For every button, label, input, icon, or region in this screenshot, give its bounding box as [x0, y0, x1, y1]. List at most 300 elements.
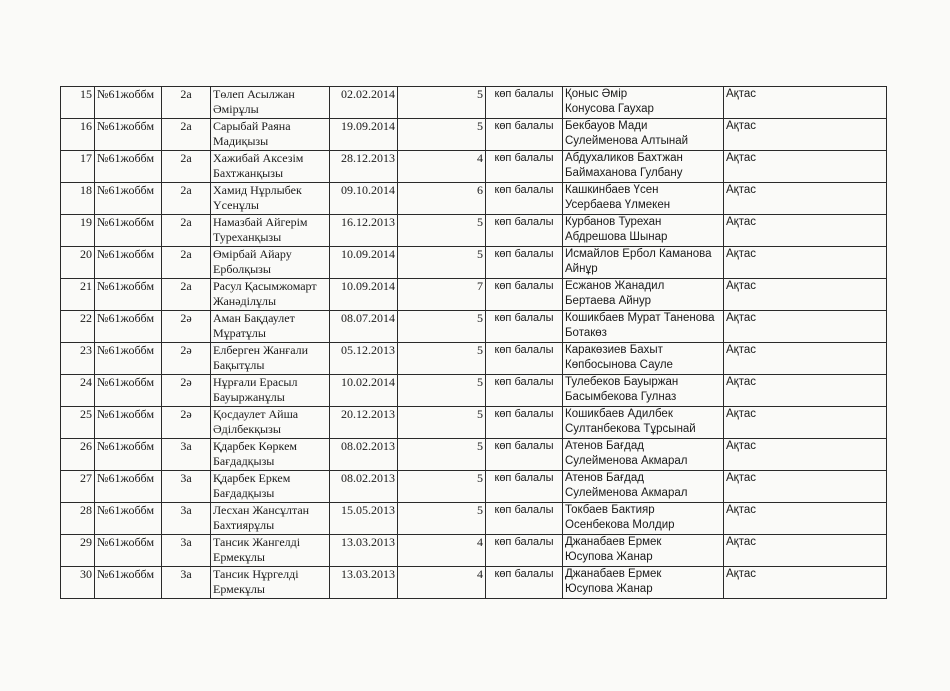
- student-name-text: Бақытұлы: [213, 358, 265, 372]
- children-count-cell: [398, 215, 486, 247]
- row-number-cell: [61, 535, 95, 567]
- row-number-cell: [61, 183, 95, 215]
- children-count-cell: [398, 535, 486, 567]
- children-count-text: 5: [477, 439, 483, 453]
- student-name-text: Ерболқызы: [213, 262, 271, 276]
- student-name-text: Мұратұлы: [213, 326, 266, 340]
- family-status-cell: [486, 375, 563, 407]
- parents-text: Сулейменова Алтынай: [565, 135, 689, 147]
- family-status-text: көп балалы: [494, 152, 554, 164]
- student-name-text: Бауыржанұлы: [213, 390, 285, 404]
- student-name-text: Қдарбек Еркем: [213, 471, 291, 485]
- birth-date-text: 10.02.2014: [341, 375, 395, 389]
- parents-cell: [563, 535, 724, 567]
- row-number-text: 27: [80, 471, 92, 485]
- student-name-cell: [211, 119, 330, 151]
- row-number-text: 22: [80, 311, 92, 325]
- student-name-cell: [211, 151, 330, 183]
- row-number-cell: [61, 567, 95, 599]
- table-row: [61, 535, 887, 567]
- class-text: 3а: [180, 535, 192, 549]
- school-text: №61жоббм: [97, 407, 155, 421]
- student-name-cell: [211, 567, 330, 599]
- birth-date-text: 10.09.2014: [341, 279, 395, 293]
- children-count-cell: [398, 151, 486, 183]
- parents-text: Есжанов Жанадил: [565, 280, 665, 292]
- student-roster-table: [60, 86, 887, 599]
- row-number-cell: [61, 471, 95, 503]
- birth-date-cell: [330, 375, 398, 407]
- class-cell: [162, 375, 211, 407]
- class-cell: [162, 183, 211, 215]
- class-text: 2а: [180, 119, 192, 133]
- school-text: №61жоббм: [97, 503, 155, 517]
- row-number-cell: [61, 503, 95, 535]
- children-count-text: 5: [477, 375, 483, 389]
- children-count-text: 5: [477, 87, 483, 101]
- class-text: 2а: [180, 183, 192, 197]
- birth-date-text: 05.12.2013: [341, 343, 395, 357]
- parents-text: Сулейменова Акмарал: [565, 455, 688, 467]
- district-cell: [724, 87, 887, 119]
- parents-text: Бекбауов Мади: [565, 120, 648, 132]
- district-cell: [724, 343, 887, 375]
- birth-date-cell: [330, 87, 398, 119]
- school-text: №61жоббм: [97, 375, 155, 389]
- student-name-text: Ермекұлы: [213, 550, 265, 564]
- parents-text: Абдрешова Шынар: [565, 231, 668, 243]
- children-count-text: 5: [477, 119, 483, 133]
- student-name-text: Мадиқызы: [213, 134, 269, 148]
- parents-text: Бертаева Айнур: [565, 295, 652, 307]
- school-cell: [95, 151, 162, 183]
- table-row: [61, 375, 887, 407]
- school-text: №61жоббм: [97, 215, 155, 229]
- parents-text: Осенбекова Молдир: [565, 519, 675, 531]
- student-name-cell: [211, 439, 330, 471]
- birth-date-cell: [330, 247, 398, 279]
- row-number-text: 18: [80, 183, 92, 197]
- row-number-text: 17: [80, 151, 92, 165]
- row-number-cell: [61, 87, 95, 119]
- birth-date-text: 19.09.2014: [341, 119, 395, 133]
- table-row: [61, 343, 887, 375]
- district-text: Ақтас: [726, 440, 756, 452]
- family-status-cell: [486, 183, 563, 215]
- birth-date-text: 15.05.2013: [341, 503, 395, 517]
- district-cell: [724, 471, 887, 503]
- family-status-text: көп балалы: [494, 120, 554, 132]
- parents-text: Джанабаев Ермек: [565, 536, 662, 548]
- birth-date-text: 20.12.2013: [341, 407, 395, 421]
- student-name-cell: [211, 279, 330, 311]
- parents-cell: [563, 439, 724, 471]
- birth-date-cell: [330, 279, 398, 311]
- family-status-text: көп балалы: [494, 248, 554, 260]
- school-text: №61жоббм: [97, 471, 155, 485]
- parents-text: Юсупова Жанар: [565, 551, 653, 563]
- class-cell: [162, 503, 211, 535]
- row-number-cell: [61, 279, 95, 311]
- table-row: [61, 311, 887, 343]
- children-count-text: 5: [477, 471, 483, 485]
- parents-text: Көпбосынова Сауле: [565, 359, 673, 371]
- children-count-cell: [398, 439, 486, 471]
- district-cell: [724, 247, 887, 279]
- student-name-cell: [211, 535, 330, 567]
- parents-cell: [563, 279, 724, 311]
- district-cell: [724, 119, 887, 151]
- class-text: 2ә: [180, 407, 192, 421]
- student-name-cell: [211, 375, 330, 407]
- family-status-cell: [486, 471, 563, 503]
- school-cell: [95, 343, 162, 375]
- parents-text: Токбаев Бактияр: [565, 504, 655, 516]
- class-text: 2а: [180, 279, 192, 293]
- district-cell: [724, 567, 887, 599]
- parents-text: Ботакөз: [565, 327, 607, 339]
- children-count-text: 4: [477, 151, 483, 165]
- class-cell: [162, 343, 211, 375]
- family-status-text: көп балалы: [494, 88, 554, 100]
- school-cell: [95, 503, 162, 535]
- birth-date-cell: [330, 407, 398, 439]
- family-status-cell: [486, 247, 563, 279]
- class-text: 3а: [180, 471, 192, 485]
- row-number-text: 15: [80, 87, 92, 101]
- student-name-cell: [211, 247, 330, 279]
- table-row: [61, 151, 887, 183]
- row-number-cell: [61, 407, 95, 439]
- table-row: [61, 279, 887, 311]
- student-name-text: Әділбекқызы: [213, 422, 281, 436]
- student-name-text: Сарыбай Раяна: [213, 119, 291, 133]
- parents-text: Султанбекова Тұрсынай: [565, 423, 696, 435]
- student-name-text: Аман Бақдаулет: [213, 311, 295, 325]
- row-number-cell: [61, 311, 95, 343]
- children-count-cell: [398, 567, 486, 599]
- school-text: №61жоббм: [97, 279, 155, 293]
- family-status-cell: [486, 567, 563, 599]
- birth-date-cell: [330, 471, 398, 503]
- table-row: [61, 247, 887, 279]
- parents-cell: [563, 183, 724, 215]
- parents-text: Айнұр: [565, 263, 598, 275]
- row-number-cell: [61, 119, 95, 151]
- student-name-cell: [211, 311, 330, 343]
- parents-cell: [563, 375, 724, 407]
- parents-text: Атенов Бағдад: [565, 472, 644, 484]
- table-row: [61, 215, 887, 247]
- children-count-text: 6: [477, 183, 483, 197]
- student-name-cell: [211, 471, 330, 503]
- birth-date-text: 08.07.2014: [341, 311, 395, 325]
- row-number-text: 30: [80, 567, 92, 581]
- student-name-cell: [211, 183, 330, 215]
- children-count-text: 4: [477, 535, 483, 549]
- children-count-cell: [398, 471, 486, 503]
- children-count-cell: [398, 87, 486, 119]
- parents-text: Абдухаликов Бахтжан: [565, 152, 683, 164]
- class-cell: [162, 471, 211, 503]
- row-number-cell: [61, 151, 95, 183]
- children-count-cell: [398, 183, 486, 215]
- district-text: Ақтас: [726, 248, 756, 260]
- family-status-cell: [486, 503, 563, 535]
- district-cell: [724, 439, 887, 471]
- family-status-text: көп балалы: [494, 440, 554, 452]
- student-name-text: Бахтжанқызы: [213, 166, 284, 180]
- table-row: [61, 439, 887, 471]
- district-cell: [724, 151, 887, 183]
- parents-text: Басымбекова Гулназ: [565, 391, 677, 403]
- parents-text: Джанабаев Ермек: [565, 568, 662, 580]
- row-number-text: 20: [80, 247, 92, 261]
- parents-cell: [563, 215, 724, 247]
- class-cell: [162, 87, 211, 119]
- district-text: Ақтас: [726, 536, 756, 548]
- children-count-text: 5: [477, 247, 483, 261]
- student-name-text: Қосдаулет Айша: [213, 407, 299, 421]
- student-name-text: Елберген Жанғали: [213, 343, 309, 357]
- district-text: Ақтас: [726, 344, 756, 356]
- parents-text: Атенов Бағдад: [565, 440, 644, 452]
- children-count-cell: [398, 247, 486, 279]
- row-number-text: 23: [80, 343, 92, 357]
- class-text: 2а: [180, 215, 192, 229]
- parents-text: Каракөзиев Бахыт: [565, 344, 663, 356]
- birth-date-cell: [330, 535, 398, 567]
- birth-date-cell: [330, 183, 398, 215]
- school-text: №61жоббм: [97, 119, 155, 133]
- children-count-cell: [398, 407, 486, 439]
- class-text: 2ә: [180, 311, 192, 325]
- table-row: [61, 471, 887, 503]
- district-text: Ақтас: [726, 408, 756, 420]
- birth-date-text: 13.03.2013: [341, 567, 395, 581]
- class-text: 2а: [180, 151, 192, 165]
- parents-text: Баймаханова Гулбану: [565, 167, 683, 179]
- birth-date-text: 16.12.2013: [341, 215, 395, 229]
- class-text: 2а: [180, 87, 192, 101]
- parents-cell: [563, 311, 724, 343]
- class-cell: [162, 279, 211, 311]
- row-number-text: 21: [80, 279, 92, 293]
- school-text: №61жоббм: [97, 567, 155, 581]
- school-text: №61жоббм: [97, 87, 155, 101]
- parents-cell: [563, 567, 724, 599]
- family-status-text: көп балалы: [494, 184, 554, 196]
- class-text: 3а: [180, 439, 192, 453]
- student-name-text: Өмірбай Айару: [213, 247, 292, 261]
- class-text: 2ә: [180, 343, 192, 357]
- children-count-cell: [398, 119, 486, 151]
- children-count-text: 5: [477, 311, 483, 325]
- row-number-text: 24: [80, 375, 92, 389]
- district-text: Ақтас: [726, 120, 756, 132]
- school-text: №61жоббм: [97, 535, 155, 549]
- parents-cell: [563, 503, 724, 535]
- student-name-text: Бағдадқызы: [213, 486, 275, 500]
- student-name-text: Хамид Нұрлыбек: [213, 183, 302, 197]
- family-status-text: көп балалы: [494, 536, 554, 548]
- class-text: 2ә: [180, 375, 192, 389]
- school-cell: [95, 439, 162, 471]
- student-name-cell: [211, 503, 330, 535]
- district-text: Ақтас: [726, 152, 756, 164]
- children-count-text: 5: [477, 407, 483, 421]
- class-text: 2а: [180, 247, 192, 261]
- class-cell: [162, 119, 211, 151]
- school-cell: [95, 471, 162, 503]
- family-status-cell: [486, 311, 563, 343]
- student-name-text: Төлеп Асылжан: [213, 87, 295, 101]
- table-row: [61, 567, 887, 599]
- row-number-cell: [61, 215, 95, 247]
- birth-date-text: 02.02.2014: [341, 87, 395, 101]
- school-cell: [95, 407, 162, 439]
- student-name-text: Туреханқызы: [213, 230, 282, 244]
- children-count-cell: [398, 311, 486, 343]
- school-text: №61жоббм: [97, 247, 155, 261]
- school-cell: [95, 215, 162, 247]
- district-text: Ақтас: [726, 184, 756, 196]
- row-number-text: 19: [80, 215, 92, 229]
- district-text: Ақтас: [726, 472, 756, 484]
- class-cell: [162, 535, 211, 567]
- school-cell: [95, 87, 162, 119]
- class-cell: [162, 215, 211, 247]
- row-number-text: 29: [80, 535, 92, 549]
- family-status-text: көп балалы: [494, 216, 554, 228]
- student-name-text: Хажибай Аксезім: [213, 151, 304, 165]
- children-count-text: 5: [477, 215, 483, 229]
- student-name-text: Нұрғали Ерасыл: [213, 375, 298, 389]
- student-name-text: Расул Қасымжомарт: [213, 279, 317, 293]
- student-name-text: Әмірұлы: [213, 102, 259, 116]
- student-name-cell: [211, 87, 330, 119]
- student-name-text: Ермекұлы: [213, 582, 265, 596]
- parents-cell: [563, 343, 724, 375]
- school-cell: [95, 567, 162, 599]
- row-number-text: 16: [80, 119, 92, 133]
- birth-date-text: 09.10.2014: [341, 183, 395, 197]
- birth-date-cell: [330, 151, 398, 183]
- family-status-cell: [486, 119, 563, 151]
- row-number-text: 26: [80, 439, 92, 453]
- parents-cell: [563, 471, 724, 503]
- class-cell: [162, 567, 211, 599]
- parents-text: Кошикбаев Мурат Таненова: [565, 312, 715, 324]
- row-number-cell: [61, 375, 95, 407]
- family-status-cell: [486, 343, 563, 375]
- student-name-cell: [211, 215, 330, 247]
- parents-text: Сулейменова Акмарал: [565, 487, 688, 499]
- family-status-cell: [486, 151, 563, 183]
- school-text: №61жоббм: [97, 151, 155, 165]
- parents-cell: [563, 119, 724, 151]
- parents-text: Кашкинбаев Үсен: [565, 184, 659, 196]
- family-status-text: көп балалы: [494, 280, 554, 292]
- children-count-text: 7: [477, 279, 483, 293]
- family-status-text: көп балалы: [494, 504, 554, 516]
- school-cell: [95, 183, 162, 215]
- table-row: [61, 183, 887, 215]
- birth-date-cell: [330, 439, 398, 471]
- student-name-text: Бағдадқызы: [213, 454, 275, 468]
- district-cell: [724, 311, 887, 343]
- children-count-cell: [398, 279, 486, 311]
- parents-text: Юсупова Жанар: [565, 583, 653, 595]
- parents-text: Конусова Гаухар: [565, 103, 654, 115]
- parents-text: Исмайлов Ербол Каманова: [565, 248, 712, 260]
- birth-date-cell: [330, 503, 398, 535]
- parents-cell: [563, 247, 724, 279]
- birth-date-text: 08.02.2013: [341, 471, 395, 485]
- family-status-text: көп балалы: [494, 472, 554, 484]
- row-number-text: 25: [80, 407, 92, 421]
- district-text: Ақтас: [726, 312, 756, 324]
- family-status-cell: [486, 439, 563, 471]
- children-count-cell: [398, 343, 486, 375]
- birth-date-cell: [330, 215, 398, 247]
- district-cell: [724, 407, 887, 439]
- family-status-text: көп балалы: [494, 568, 554, 580]
- children-count-text: 5: [477, 343, 483, 357]
- district-cell: [724, 183, 887, 215]
- children-count-cell: [398, 503, 486, 535]
- district-text: Ақтас: [726, 568, 756, 580]
- parents-text: Тулебеков Бауыржан: [565, 376, 679, 388]
- school-cell: [95, 375, 162, 407]
- class-text: 3а: [180, 503, 192, 517]
- district-cell: [724, 279, 887, 311]
- family-status-cell: [486, 407, 563, 439]
- parents-cell: [563, 407, 724, 439]
- school-cell: [95, 247, 162, 279]
- school-cell: [95, 311, 162, 343]
- parents-text: Кошикбаев Адилбек: [565, 408, 673, 420]
- family-status-cell: [486, 215, 563, 247]
- row-number-cell: [61, 343, 95, 375]
- school-cell: [95, 279, 162, 311]
- family-status-cell: [486, 87, 563, 119]
- birth-date-text: 10.09.2014: [341, 247, 395, 261]
- student-name-text: Лесхан Жансұлтан: [213, 503, 310, 517]
- student-name-text: Тансик Нұргелді: [213, 567, 299, 581]
- class-cell: [162, 439, 211, 471]
- student-name-text: Үсенұлы: [213, 198, 259, 212]
- children-count-cell: [398, 375, 486, 407]
- birth-date-text: 08.02.2013: [341, 439, 395, 453]
- school-cell: [95, 535, 162, 567]
- district-text: Ақтас: [726, 88, 756, 100]
- district-cell: [724, 215, 887, 247]
- parents-cell: [563, 151, 724, 183]
- children-count-text: 4: [477, 567, 483, 581]
- family-status-text: көп балалы: [494, 344, 554, 356]
- district-cell: [724, 375, 887, 407]
- family-status-text: көп балалы: [494, 408, 554, 420]
- birth-date-cell: [330, 343, 398, 375]
- family-status-text: көп балалы: [494, 312, 554, 324]
- school-text: №61жоббм: [97, 311, 155, 325]
- birth-date-cell: [330, 311, 398, 343]
- student-name-text: Жанәділұлы: [213, 294, 277, 308]
- parents-text: Қоныс Әмір: [565, 88, 628, 100]
- table-row: [61, 503, 887, 535]
- student-name-cell: [211, 343, 330, 375]
